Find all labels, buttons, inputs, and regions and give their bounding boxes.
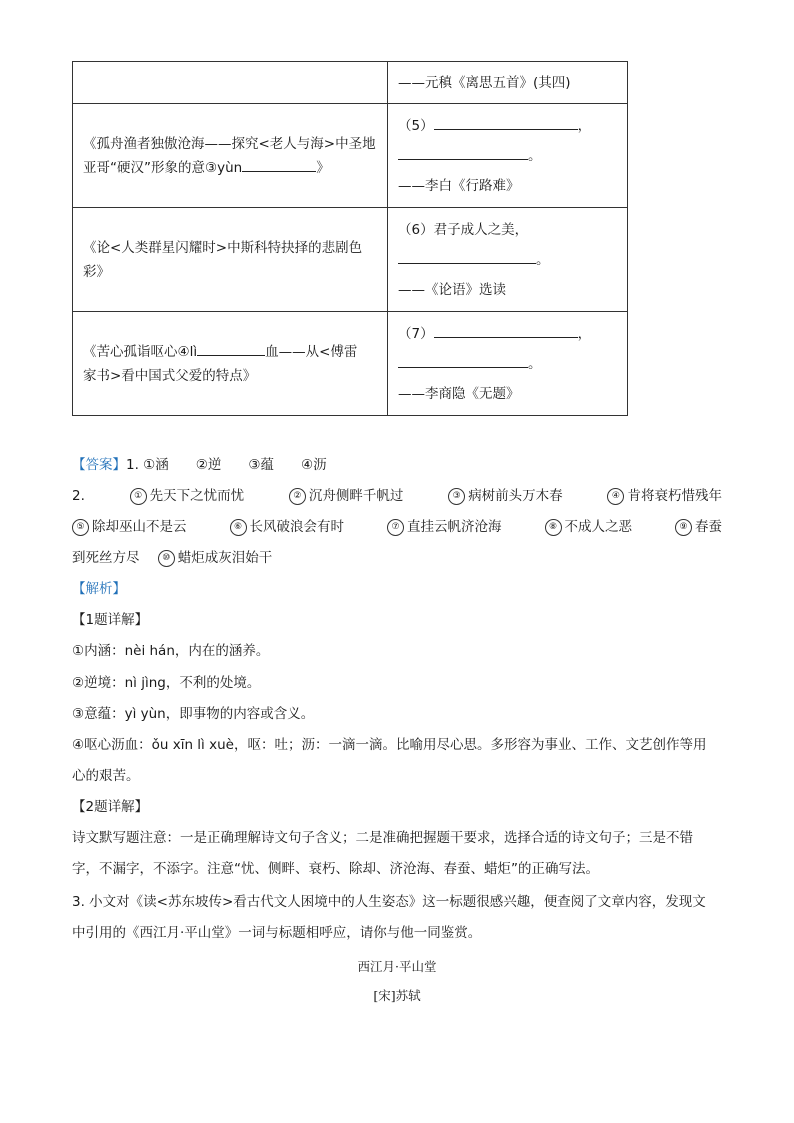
poem-title: 西江月·平山堂 — [357, 959, 437, 974]
fill-line: 。 — [398, 349, 617, 379]
answer-item: ⑥ 长风破浪会有时 — [230, 517, 345, 537]
fill-blank[interactable] — [434, 115, 578, 130]
fill-line: （7） ， — [398, 319, 617, 349]
title-line: 亚哥“硬汉”形象的意③yùn 》 — [83, 156, 377, 180]
answer-item: ③ 病树前头万木春 — [448, 486, 563, 506]
answer-item: ⑤ 除却巫山不是云 — [72, 517, 187, 537]
title-line: 《论<人类群星闪耀时>中斯科特抉择的悲剧色 — [83, 239, 363, 256]
answer-q2-cont: 到死丝方尽 — [72, 550, 140, 566]
fill-blank[interactable] — [398, 353, 528, 368]
title-line: 《孤舟渔者独傲沧海——探究<老人与海>中圣地 — [83, 135, 376, 152]
answer-item: ⑩ 蜡炬成灰泪始干 — [158, 550, 273, 566]
source-line: ——《论语》选读 — [398, 281, 506, 298]
fill-blank[interactable] — [197, 341, 265, 356]
answer-q2-row-2 — [72, 517, 722, 537]
fill-line: 。 — [398, 141, 617, 171]
answer-q2-row-3 — [72, 548, 272, 568]
analysis-label: 【解析】 — [72, 581, 126, 597]
answer-q1: 1. ①涵 ②逆 ③蕴 ④沥 — [126, 457, 327, 473]
answer-q2-row-1 — [72, 486, 722, 506]
title-line: 家书>看中国式父爱的特点》 — [83, 367, 257, 384]
poem-table — [72, 61, 628, 416]
poem-author: [宋]苏轼 — [373, 988, 421, 1003]
analysis-line: ③意蕴：yì yùn，即事物的内容或含义。 — [72, 706, 315, 722]
title-line: 《苦心孤诣呕心④lì 血——从<傅雷 — [83, 340, 377, 364]
table-cell-title — [73, 312, 388, 416]
title-line: 彩》 — [83, 263, 110, 280]
answer-q2-num: 2. — [72, 488, 85, 504]
question-3-line: 中引用的《西江月·平山堂》一词与标题相呼应，请你与他一同鉴赏。 — [72, 925, 482, 941]
answer-label: 【答案】 — [72, 457, 126, 473]
fill-line: 。 — [398, 245, 617, 275]
fill-blank[interactable] — [434, 323, 578, 338]
answer-line-1 — [72, 455, 327, 475]
analysis-line: ①内涵：nèi hán，内在的涵养。 — [72, 643, 270, 659]
fill-blank[interactable] — [398, 249, 536, 264]
analysis-line: 诗文默写题注意：一是正确理解诗文句子含义；二是准确把握题干要求，选择合适的诗文句子；三是不错 — [72, 830, 693, 846]
answer-item: ⑦ 直挂云帆济沧海 — [387, 517, 502, 537]
answer-item: ⑧ 不成人之恶 — [545, 517, 633, 537]
table-cell-fill — [388, 104, 628, 208]
answer-item: ④ 肯将衰朽惜残年 — [607, 486, 722, 506]
source-line: ——李商隐《无题》 — [398, 385, 520, 402]
answer-item: ⑨ 春蚕 — [675, 517, 722, 537]
source-line: ——李白《行路难》 — [398, 177, 520, 194]
answer-item: ① 先天下之忧而忧 — [130, 486, 245, 506]
table-cell-fill — [388, 312, 628, 416]
analysis-heading-1: 【1题详解】 — [72, 612, 149, 628]
table-cell-title — [73, 208, 388, 312]
analysis-line: ④呕心沥血：ǒu xīn lì xuè，呕：吐；沥：一滴一滴。比喻用尽心思。多形容为事业、工作、文艺创作等用 — [72, 737, 707, 753]
analysis-heading-2: 【2题详解】 — [72, 799, 149, 815]
table-cell-title — [73, 104, 388, 208]
fill-blank[interactable] — [242, 157, 316, 172]
analysis-line: 心的艰苦。 — [72, 768, 140, 784]
analysis-line: ②逆境：nì jìng，不利的处境。 — [72, 675, 261, 691]
answer-item: ② 沉舟侧畔千帆过 — [289, 486, 404, 506]
fill-line: （6）君子成人之美， — [398, 221, 529, 238]
fill-blank[interactable] — [398, 145, 528, 160]
table-cell-empty — [73, 62, 388, 104]
table-cell-fill — [388, 208, 628, 312]
table-cell-source: ——元稹《离思五首》(其四) — [388, 62, 628, 104]
analysis-line: 字，不漏字，不添字。注意“忧、侧畔、衰朽、除却、济沧海、春蚕、蜡炬”的正确写法。 — [72, 861, 599, 877]
fill-line: （5） ， — [398, 111, 617, 141]
question-3-line: 3. 小文对《读<苏东坡传>看古代文人困境中的人生姿态》这一标题很感兴趣，便查阅了文章内容，发现文 — [72, 894, 706, 910]
